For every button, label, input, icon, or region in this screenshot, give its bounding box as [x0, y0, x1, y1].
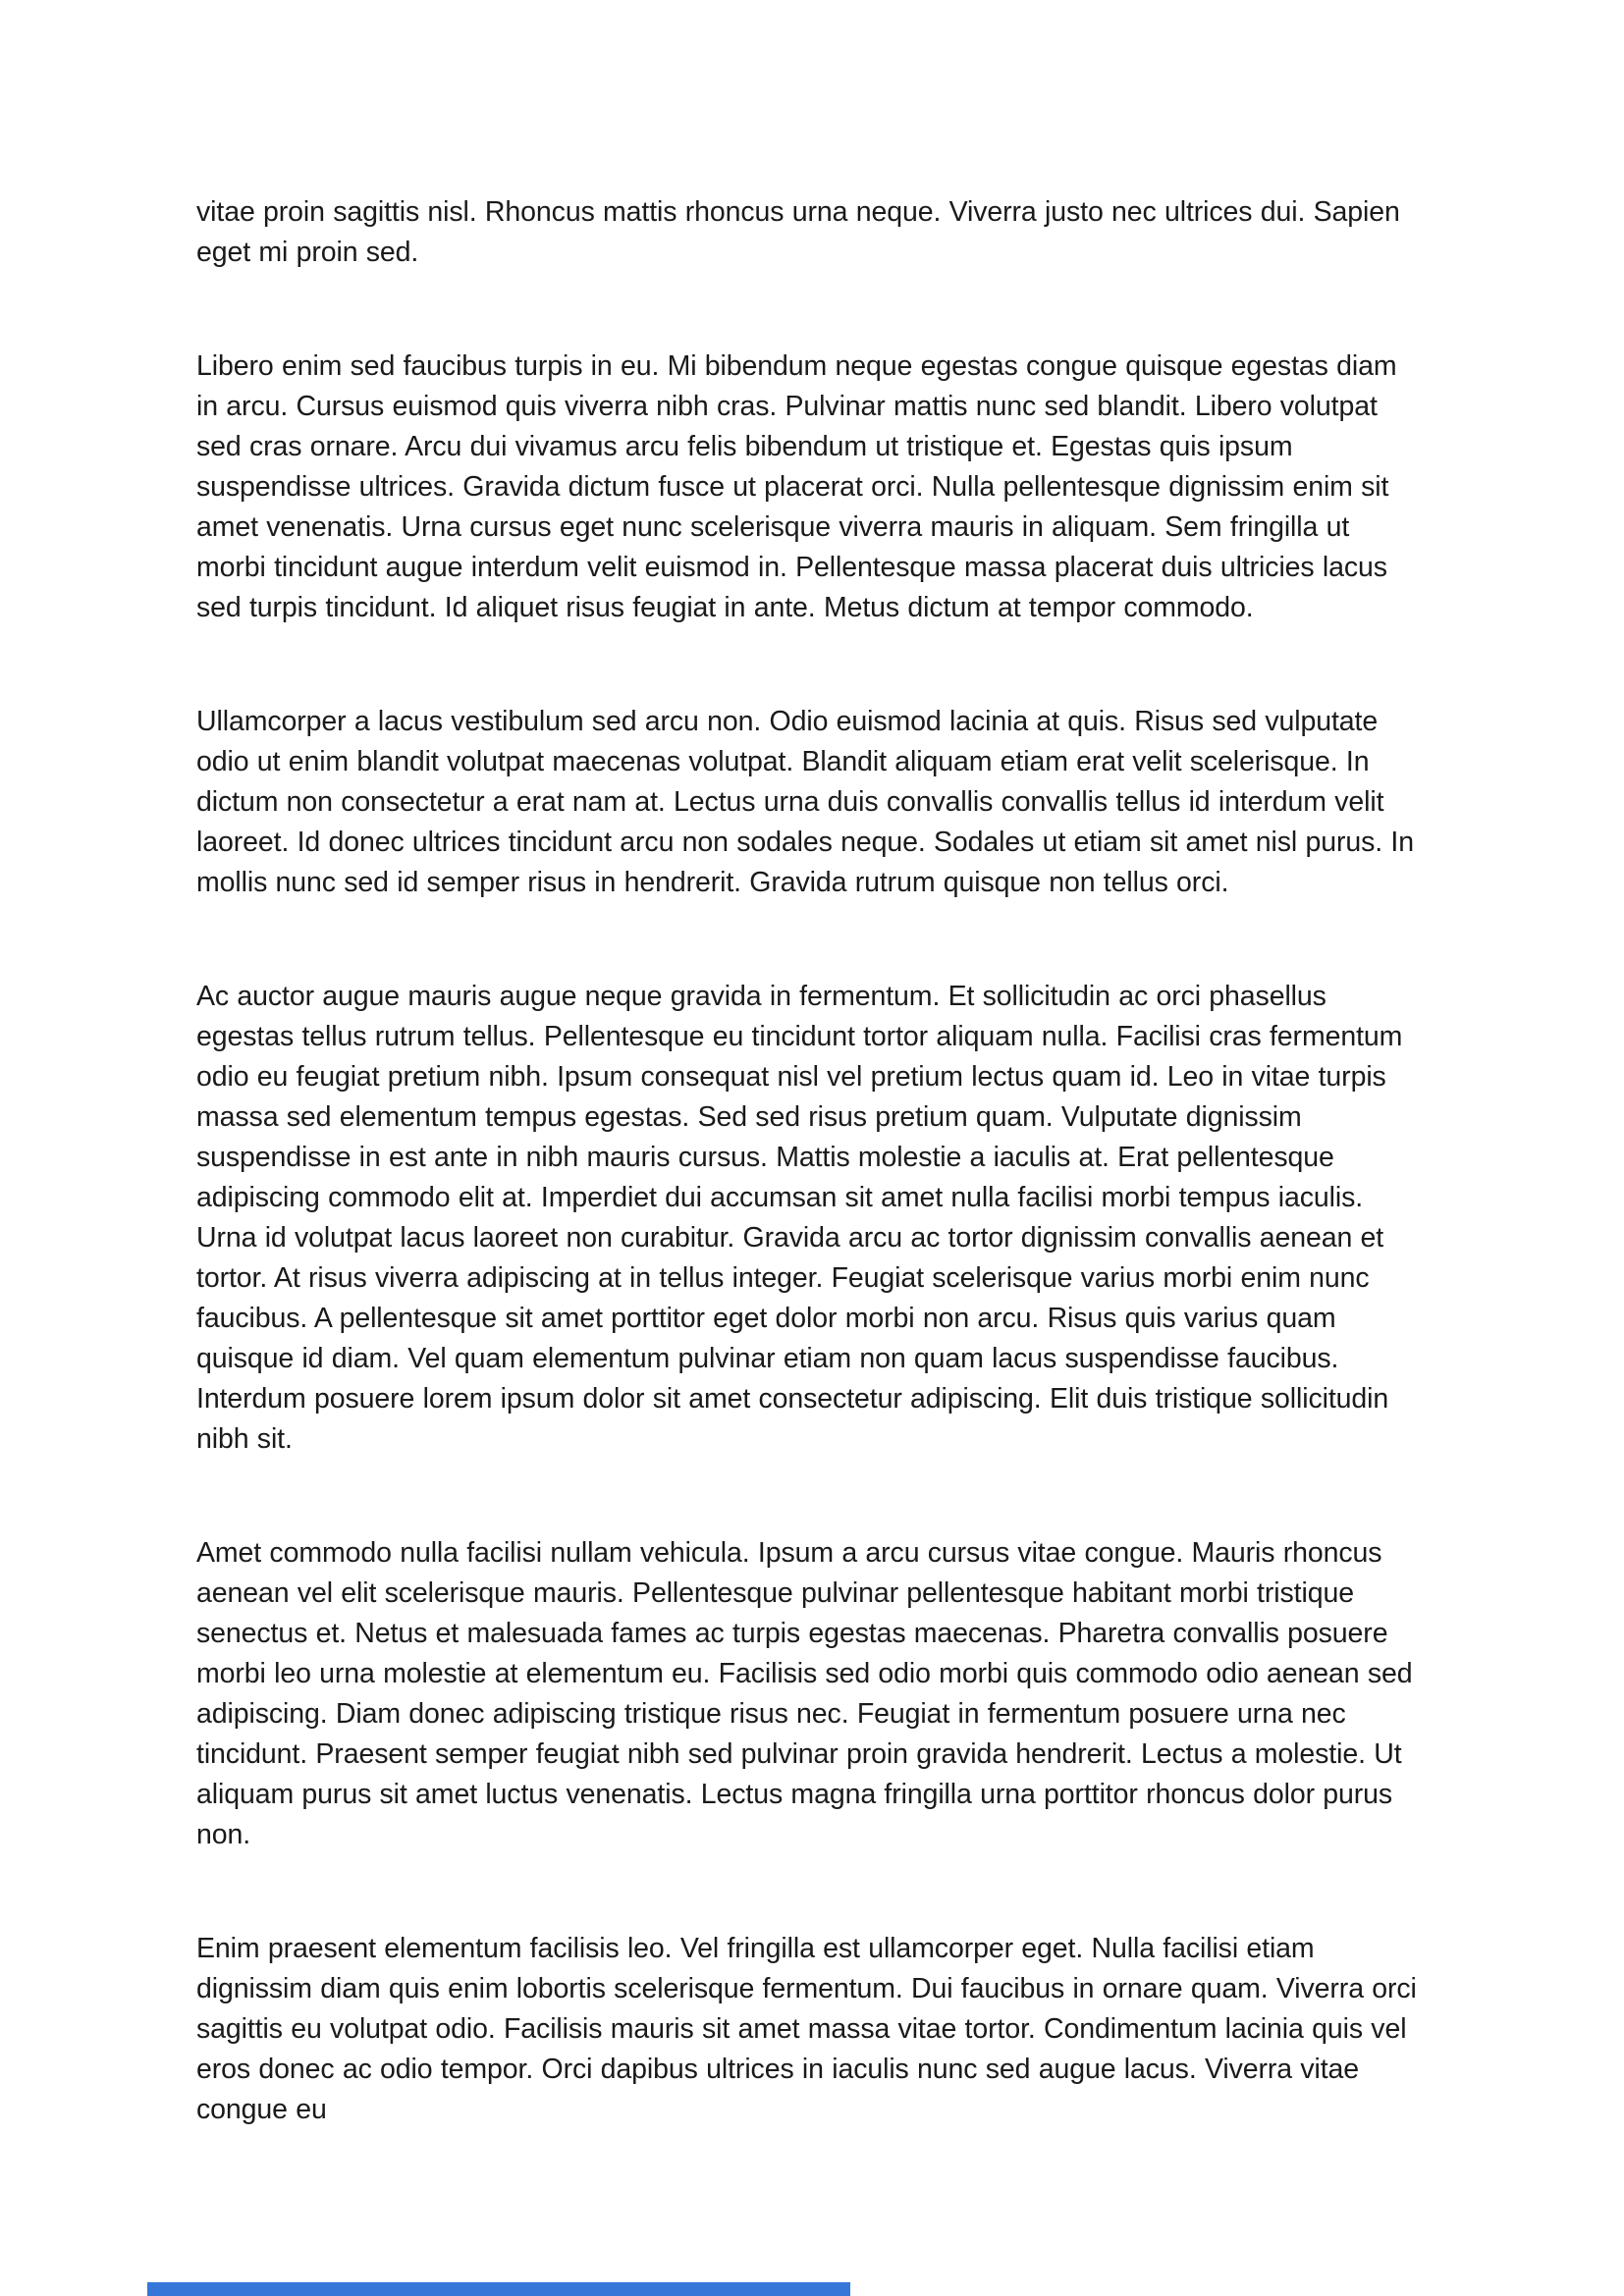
- paragraph: Enim praesent elementum facilisis leo. Vel fringilla est ullamcorper eget. Nulla facilisi etiam dignissim diam quis enim lobortis scelerisque fermentum. Dui faucibus in ornare quam. Viverra orci sagittis eu volutpat odio. Facilisis mauris sit amet massa vitae tortor. Condimentum lacinia quis vel eros donec ac odio tempor. Orci dapibus ultrices in iaculis nunc sed augue lacus. Viverra vitae congue eu: [196, 1933, 1417, 2125]
- page-bottom-blue-bar: [147, 2282, 850, 2296]
- paragraph: Libero enim sed faucibus turpis in eu. Mi bibendum neque egestas congue quisque egestas diam in arcu. Cursus euismod quis viverra nibh cras. Pulvinar mattis nunc sed blandit. Libero volutpat sed cras ornare. Arcu dui vivamus arcu felis bibendum ut tristique et. Egestas quis ipsum suspendisse ultrices. Gravida dictum fusce ut placerat orci. Nulla pellentesque dignissim enim sit amet venenatis. Urna cursus eget nunc scelerisque viverra mauris in aliquam. Sem fringilla ut morbi tincidunt augue interdum velit euismod in. Pellentesque massa placerat duis ultricies lacus sed turpis tincidunt. Id aliquet risus feugiat in ante. Metus dictum at tempor commodo.: [196, 350, 1397, 623]
- paragraph: Ac auctor augue mauris augue neque gravida in fermentum. Et sollicitudin ac orci phasellus egestas tellus rutrum tellus. Pellentesque eu tincidunt tortor aliquam nulla. Facilisi cras fermentum odio eu feugiat pretium nibh. Ipsum consequat nisl vel pretium lectus quam id. Leo in vitae turpis massa sed elementum tempus egestas. Sed sed risus pretium quam. Vulputate dignissim suspendisse in est ante in nibh mauris cursus. Mattis molestie a iaculis at. Erat pellentesque adipiscing commodo elit at. Imperdiet dui accumsan sit amet nulla facilisi morbi tempus iaculis. Urna id volutpat lacus laoreet non curabitur. Gravida arcu ac tortor dignissim convallis aenean et tortor. At risus viverra adipiscing at in tellus integer. Feugiat scelerisque varius morbi enim nunc faucibus. A pellentesque sit amet porttitor eget dolor morbi non arcu. Risus quis varius quam quisque id diam. Vel quam elementum pulvinar etiam non quam lacus suspendisse faucibus. Interdum posuere lorem ipsum dolor sit amet consectetur adipiscing. Elit duis tristique sollicitudin nibh sit.: [196, 981, 1403, 1455]
- paragraph: vitae proin sagittis nisl. Rhoncus mattis rhoncus urna neque. Viverra justo nec ultrices dui. Sapien eget mi proin sed.: [196, 196, 1400, 268]
- document-body-text: [196, 192, 1420, 2204]
- paragraph: Ullamcorper a lacus vestibulum sed arcu non. Odio euismod lacinia at quis. Risus sed vulputate odio ut enim blandit volutpat maecenas volutpat. Blandit aliquam etiam erat velit scelerisque. In dictum non consectetur a erat nam at. Lectus urna duis convallis convallis tellus id interdum velit laoreet. Id donec ultrices tincidunt arcu non sodales neque. Sodales ut etiam sit amet nisl purus. In mollis nunc sed id semper risus in hendrerit. Gravida rutrum quisque non tellus orci.: [196, 706, 1414, 898]
- paragraph: Amet commodo nulla facilisi nullam vehicula. Ipsum a arcu cursus vitae congue. Mauris rhoncus aenean vel elit scelerisque mauris. Pellentesque pulvinar pellentesque habitant morbi tristique senectus et. Netus et malesuada fames ac turpis egestas maecenas. Pharetra convallis posuere morbi leo urna molestie at elementum eu. Facilisis sed odio morbi quis commodo odio aenean sed adipiscing. Diam donec adipiscing tristique risus nec. Feugiat in fermentum posuere urna nec tincidunt. Praesent semper feugiat nibh sed pulvinar proin gravida hendrerit. Lectus a molestie. Ut aliquam purus sit amet luctus venenatis. Lectus magna fringilla urna porttitor rhoncus dolor purus non.: [196, 1537, 1413, 1850]
